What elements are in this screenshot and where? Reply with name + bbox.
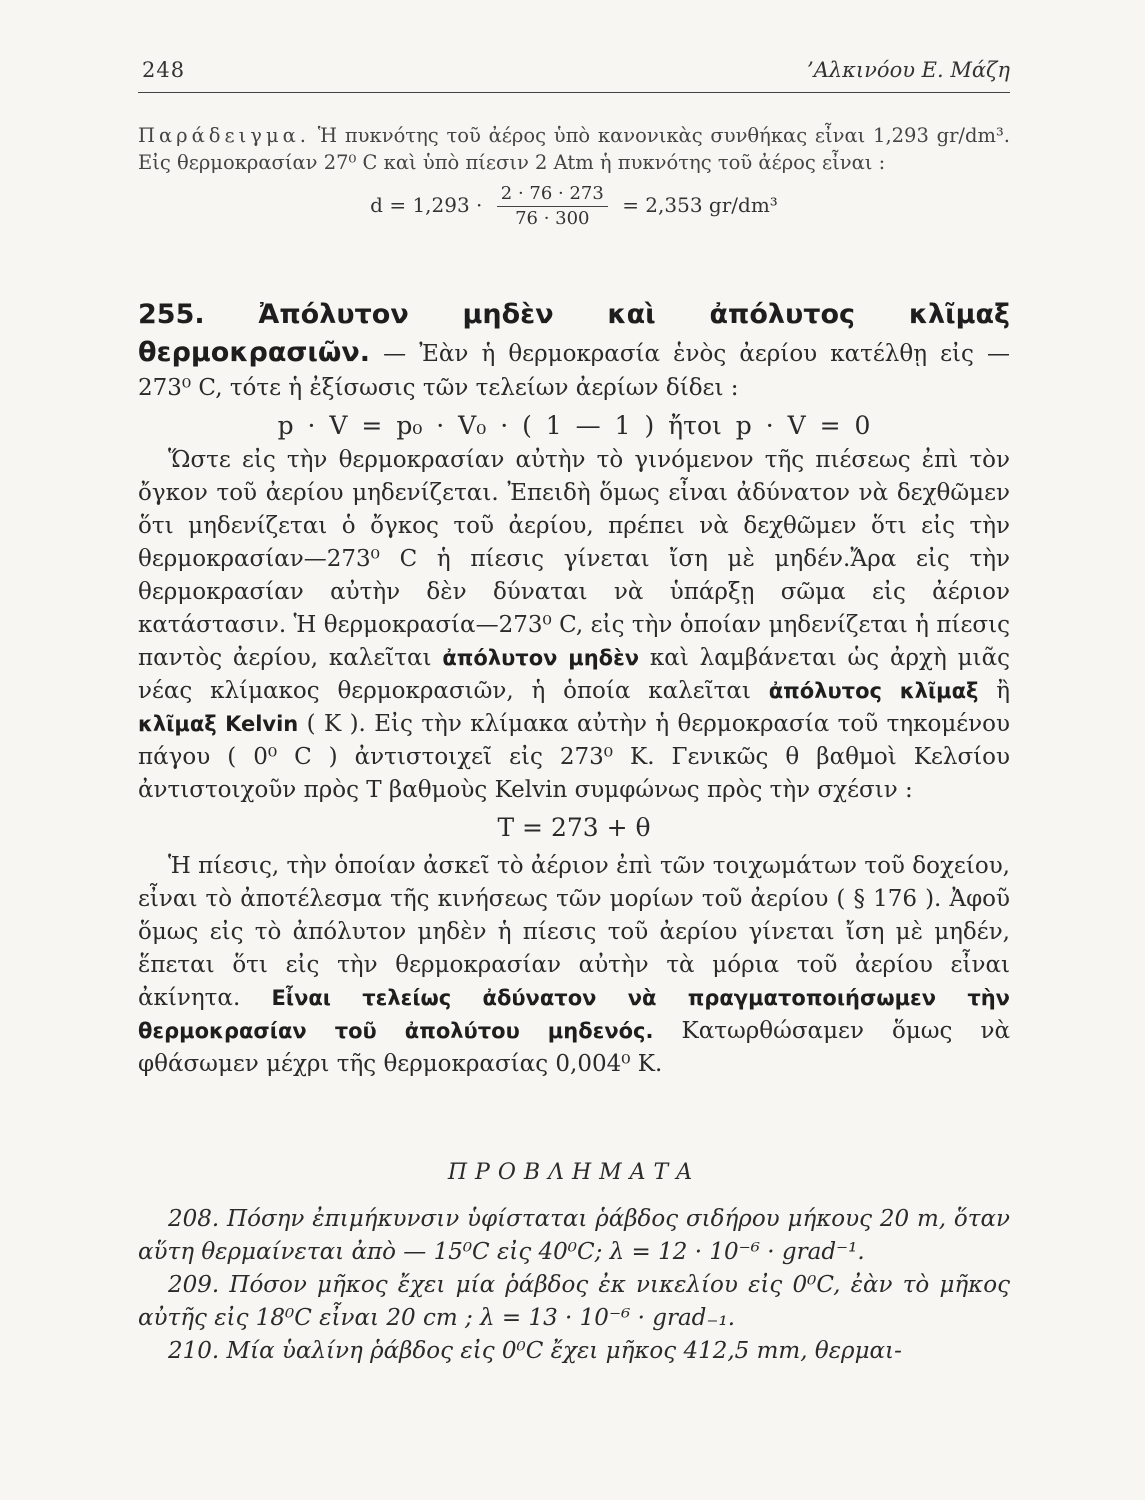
section-255 [138,296,1010,1081]
section-intro: — Ἐὰν ἡ θερμοκρασία ἑνὸς ἀερίου κατέλθῃ εἰς — 273⁰ C, τότε ἡ ἐξίσωσις τῶν τελείων ἀερίων δίδει : [138,341,1010,401]
para2-text: Ἡ πίεσις, τὴν ὁποίαν ἀσκεῖ τὸ ἀέριον ἐπὶ τῶν τοιχωμάτων τοῦ δοχείου, εἶναι τὸ ἀποτέλεσμα τῆς κινήσεως τῶν μορίων τοῦ ἀερίου ( § 176 ). Ἀφοῦ ὅμως εἰς τὸ ἀπόλυτον μηδὲν ἡ πίεσις τοῦ ἀερίου γίνεται ἴση μὲ μηδέν, ἕπεται ὅτι εἰς τὴν θερμοκρασίαν αὐτὴν τὰ μόρια τοῦ ἀερίου εἶναι ἀκίνητα. [138,853,1010,1011]
example-block [138,122,1010,231]
problems-title: ΠΡΟΒΛΗΜΑΤΑ [447,1160,701,1185]
emphasis-impossible: Εἶναι τελείως ἀδύνατον νὰ πραγματοποιήσωμεν τὴν θερμοκρασίαν τοῦ ἀπολύτου μηδενός. [138,986,1010,1043]
formula-right: = 2,353 gr/dm³ [622,193,778,217]
paragraph-molecules [138,850,1010,1081]
formula-left: d = 1,293 · [370,193,483,217]
section-title: 255. Ἀπόλυτον μηδὲν καὶ ἀπόλυτος κλῖμαξ θερμοκρασιῶν. [138,299,1010,368]
problem-208: 208. Πόσην ἐπιμήκυνσιν ὑφίσταται ῥάβδος σιδήρου μήκους 20 m, ὅταν αὕτη θερμαίνεται ἀπὸ — 15⁰C εἰς 40⁰C; λ = 12 · 10⁻⁶ · grad⁻¹. [138,1206,1010,1265]
example-label: Παράδειγμα. [138,124,310,147]
para1c-text: ἢ [978,678,1010,704]
book-page [138,0,1010,1500]
page-header [138,58,1010,93]
running-title: ’Αλκινόου Ε. Μάζη [807,58,1010,82]
problems-block [138,1160,1010,1368]
term-kelvin-scale: κλῖμαξ Kelvin [138,712,299,736]
problem-209: 209. Πόσον μῆκος ἔχει μία ῥάβδος ἐκ νικελίου εἰς 0⁰C, ἐὰν τὸ μῆκος αὐτῆς εἰς 18⁰C εἶναι 20 cm ; λ = 13 · 10⁻⁶ · grad₋₁. [138,1272,1010,1331]
para2b-text: Κατωρθώσαμεν ὅμως νὰ φθάσωμεν μέχρι τῆς θερμοκρασίας 0,004⁰ K. [138,1018,1010,1077]
term-absolute-scale: ἀπόλυτος κλῖμαξ [768,679,979,703]
example-body: Ἡ πυκνότης τοῦ ἀέρος ὑπὸ κανονικὰς συνθήκας εἶναι 1,293 gr/dm³. Εἰς θερμοκρασίαν 27⁰ C καὶ ὑπὸ πίεσιν 2 Atm ἡ πυκνότης τοῦ ἀέρος εἶναι : [138,124,1010,174]
gas-equation: p · V = p₀ · V₀ · ( 1 — 1 ) ἤτοι p · V = 0 [277,411,871,440]
formula-fraction [497,182,608,231]
page-number: 248 [142,58,186,82]
problem-210: 210. Μία ὑαλίνη ῥάβδος εἰς 0⁰C ἔχει μῆκος 412,5 mm, θερμαι- [168,1338,902,1364]
paragraph-absolute-zero [138,444,1010,807]
para1-text: Ὥστε εἰς τὴν θερμοκρασίαν αὐτὴν τὸ γινόμενον τῆς πιέσεως ἐπὶ τὸν ὄγκον τοῦ ἀερίου μηδενίζεται. Ἐπειδὴ ὅμως εἶναι ἀδύνατον νὰ δεχθῶμεν ὅτι μηδενίζεται ὁ ὄγκος τοῦ ἀερίου, πρέπει νὰ δεχθῶμεν ὅτι εἰς τὴν θερμοκρασίαν—273⁰ C ἡ πίεσις γίνεται ἴση μὲ μηδέν.Ἄρα εἰς τὴν θερμοκρασίαν αὐτὴν δὲν δύναται νὰ ὑπάρξῃ σῶμα εἰς ἀέριον κατάστασιν. Ἡ θερμοκρασία—273⁰ C, εἰς τὴν ὁποίαν μηδενίζεται ἡ πίεσις παντὸς ἀερίου, καλεῖται [138,447,1010,671]
para1d-text: ( K ). Εἰς τὴν κλίμακα αὐτὴν ἡ θερμοκρασία τοῦ τηκομένου πάγου ( 0⁰ C ) ἀντιστοιχεῖ εἰς 273⁰ K. Γενικῶς θ βαθμοὶ Κελσίου ἀντιστοιχοῦν πρὸς T βαθμοὺς Kelvin συμφώνως πρὸς τὴν σχέσιν : [138,711,1010,803]
para1b-text: καὶ λαμβάνεται ὡς ἀρχὴ μιᾶς νέας κλίμακος θερμοκρασιῶν, ἡ ὁποία καλεῖται [138,645,1010,704]
term-absolute-zero: ἀπόλυτον μηδὲν [442,646,640,670]
kelvin-relation: T = 273 + θ [497,813,651,842]
formula-denominator: 76 · 300 [515,208,590,229]
example-formula [138,182,1010,231]
formula-numerator: 2 · 76 · 273 [497,182,608,207]
example-text [138,122,1010,176]
section-heading [138,296,1010,405]
